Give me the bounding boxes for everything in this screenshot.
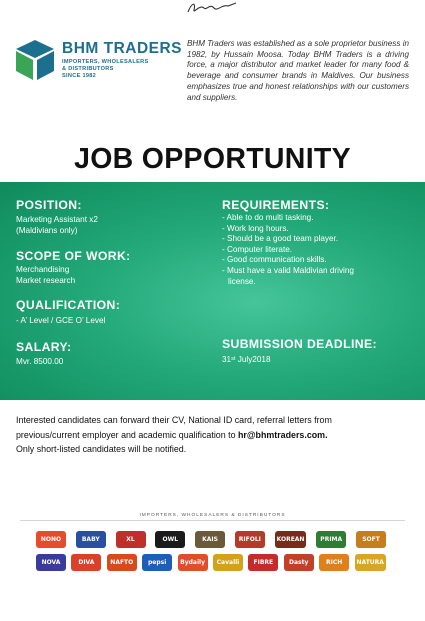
brand-logo-nafto: NAFTO (107, 554, 137, 571)
brand-logo-nono: NONO (36, 531, 66, 548)
brand-logo-rifoli: RIFOLI (235, 531, 265, 548)
list-item: - Must have a valid Maldivian driving (222, 265, 354, 275)
brand-logo-pepsi: pepsi (142, 554, 172, 571)
brand-logo-bydaily: Bydaily (178, 554, 208, 571)
brand-logos-row-1 (36, 528, 386, 550)
signature-icon (184, 0, 240, 16)
brand-logo-owl: OWL (155, 531, 185, 548)
qualification-details: - A’ Level / GCE O’ Level (16, 316, 106, 325)
page-title: JOB OPPORTUNITY (74, 143, 351, 175)
brand-logo-xl: XL (116, 531, 146, 548)
brand-logo-nova: NOVA (36, 554, 66, 571)
qualification-heading: QUALIFICATION: (16, 298, 121, 312)
requirements-list (222, 213, 392, 287)
list-item: - Good communication skills. (222, 255, 327, 265)
brand-logo-diva: DIVA (71, 554, 101, 571)
divider (20, 520, 405, 521)
company-logo (14, 38, 186, 88)
position-heading: POSITION: (16, 198, 82, 212)
brand-logo-rich: RICH (319, 554, 349, 571)
list-item: - Able to do multi tasking. (222, 213, 314, 222)
list-item: - Computer literate. (222, 244, 293, 254)
scope-heading: SCOPE OF WORK: (16, 249, 131, 263)
email-link[interactable]: hr@bhmtraders.com. (238, 429, 328, 440)
brand-logo-natura: NATURA (355, 554, 386, 571)
brand-logo-baby: BABY (76, 531, 106, 548)
brand-logos-row-2 (36, 551, 386, 573)
application-instructions: Interested candidates can forward their CV, National ID card, referral letters from previous/current employer and academic qualification to hr@bhmtraders.com. Only short-listed candidates will be notified. (16, 415, 332, 454)
scope-details: Merchandising Market research (16, 265, 76, 285)
brand-strip-label: IMPORTERS, WHOLESALERS & DISTRIBUTORS (139, 513, 286, 518)
company-tagline: IMPORTERS, WHOLESALERS & DISTRIBUTORS SINCE 1982 (62, 59, 149, 79)
brand-logo-soft: SOFT (356, 531, 386, 548)
company-name: BHM TRADERS (62, 40, 183, 57)
brand-logo-korean: KOREAN (275, 531, 307, 548)
requirements-heading: REQUIREMENTS: (222, 198, 330, 212)
list-item: - Should be a good team player. (222, 234, 339, 244)
deadline-date: 31st July2018 (222, 355, 271, 364)
logo-cube-icon (14, 38, 56, 82)
brand-logo-dasty: Dasty (284, 554, 314, 571)
company-intro: BHM Traders was established as a sole proprietor business in 1982, by Hussain Moosa. Today BHM Traders is a driving force, a major distributor and market leader for many food & beverage and consumer brands in Maldives. Our business emphasizes true and honest relationships with our customers and suppliers. (187, 39, 409, 102)
list-item: - Work long hours. (222, 223, 289, 233)
brand-logo-prima: PRIMA (316, 531, 346, 548)
deadline-heading: SUBMISSION DEADLINE: (222, 337, 377, 351)
list-item: license. (228, 276, 256, 286)
salary-heading: SALARY: (16, 340, 72, 354)
brand-logo-fibre: FIBRE (248, 554, 278, 571)
position-details: Marketing Assistant x2 (Maldivians only) (16, 215, 98, 235)
brand-logo-cavalli: Cavalli (213, 554, 243, 571)
salary-value: Mvr. 8500.00 (16, 357, 64, 366)
brand-logo-kais: KAIS (195, 531, 225, 548)
